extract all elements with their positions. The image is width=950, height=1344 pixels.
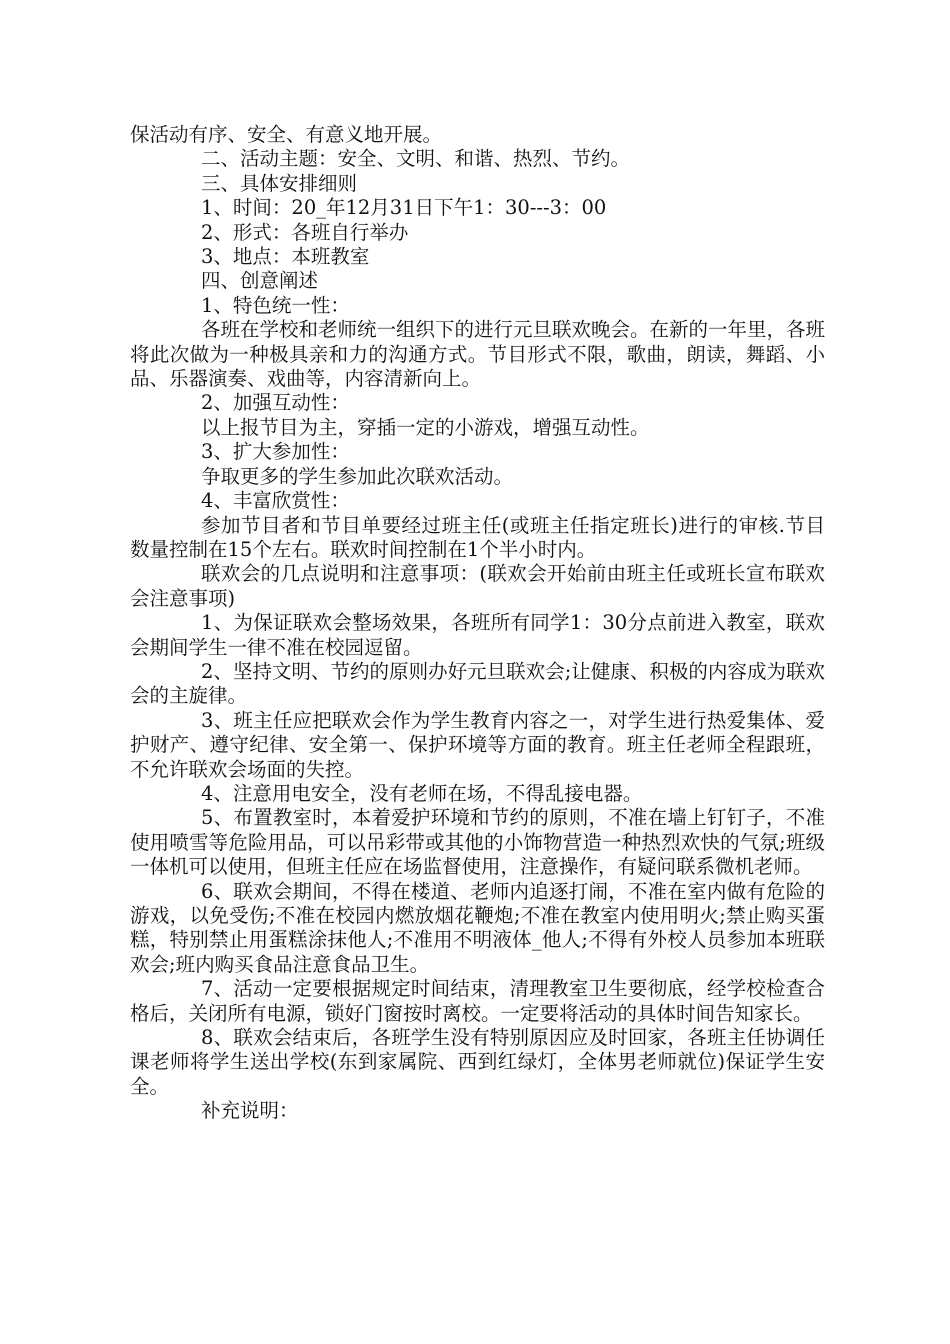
note-item: 3、班主任应把联欢会作为学生教育内容之一，对学生进行热爱集体、爱护财产、遵守纪律、安全第一、保护环境等方面的教育。班主任老师全程跟班，不允许联欢会场面的失控。 (130, 708, 825, 781)
section-heading-theme: 二、活动主题：安全、文明、和谐、热烈、节约。 (201, 147, 631, 171)
list-item-format: 2、形式：各班自行举办 (201, 220, 409, 244)
list-item-location: 3、地点：本班教室 (201, 245, 370, 269)
supplement-heading: 补充说明： (201, 1099, 299, 1123)
note-item: 8、联欢会结束后，各班学生没有特别原因应及时回家，各班主任协调任课老师将学生送出学校(东到家属院、西到红绿灯，全体男老师就位)保证学生安全。 (130, 1026, 825, 1098)
list-item-time: 1、时间：20_年12月31日下午1：30---3：00 (201, 196, 607, 220)
subheading-interaction: 2、加强互动性： (201, 391, 350, 415)
note-item: 1、为保证联欢会整场效果，各班所有同学1：30分点前进入教室，联欢会期间学生一律不准在校园逗留。 (130, 611, 825, 659)
section-heading-creative: 四、创意阐述 (201, 269, 319, 293)
subheading-unity: 1、特色统一性： (201, 293, 350, 317)
section-heading-notes: 联欢会的几点说明和注意事项：(联欢会开始前由班主任或班长宣布联欢会注意事项) (130, 562, 825, 610)
section-heading-arrangement: 三、具体安排细则 (201, 171, 358, 195)
paragraph: 各班在学校和老师统一组织下的进行元旦联欢晚会。在新的一年里，各班将此次做为一种极具亲和力的沟通方式。节目形式不限，歌曲，朗读，舞蹈、小品、乐器演奏、戏曲等，内容清新向上。 (130, 318, 826, 391)
subheading-participation: 3、扩大参加性： (201, 440, 350, 464)
paragraph: 保活动有序、安全、有意义地开展。 (130, 123, 443, 146)
paragraph: 以上报节目为主，穿插一定的小游戏，增强互动性。 (201, 415, 650, 439)
note-item: 6、联欢会期间，不得在楼道、老师内追逐打闹，不准在室内做有危险的游戏，以免受伤;不准在校园内燃放烟花鞭炮;不准在教室内使用明火;禁止购买蛋糕，特别禁止用蛋糕涂抹他人;不准用不明液体_他人;不得有外校人员参加本班联欢会;班内购买食品注意食品卫生。 (130, 879, 825, 976)
note-item: 5、布置教室时，本着爱护环境和节约的原则，不准在墙上钉钉子，不准使用喷雪等危险用品，可以吊彩带或其他的小饰物营造一种热烈欢快的气氛;班级一体机可以使用，但班主任应在场监督使用，注意操作，有疑问联系微机老师。 (130, 806, 825, 879)
paragraph: 争取更多的学生参加此次联欢活动。 (201, 464, 514, 488)
subheading-appreciation: 4、丰富欣赏性： (201, 489, 350, 513)
paragraph: 参加节目者和节目单要经过班主任(或班主任指定班长)进行的审核.节目数量控制在15个左右。联欢时间控制在1个半小时内。 (130, 513, 825, 561)
note-item: 2、坚持文明、节约的原则办好元旦联欢会;让健康、积极的内容成为联欢会的主旋律。 (130, 659, 825, 708)
document-body (130, 123, 825, 1124)
note-item: 7、活动一定要根据规定时间结束，清理教室卫生要彻底，经学校检查合格后，关闭所有电源，锁好门窗按时离校。一定要将活动的具体时间告知家长。 (130, 977, 825, 1025)
note-item: 4、注意用电安全，没有老师在场，不得乱接电器。 (201, 781, 643, 805)
